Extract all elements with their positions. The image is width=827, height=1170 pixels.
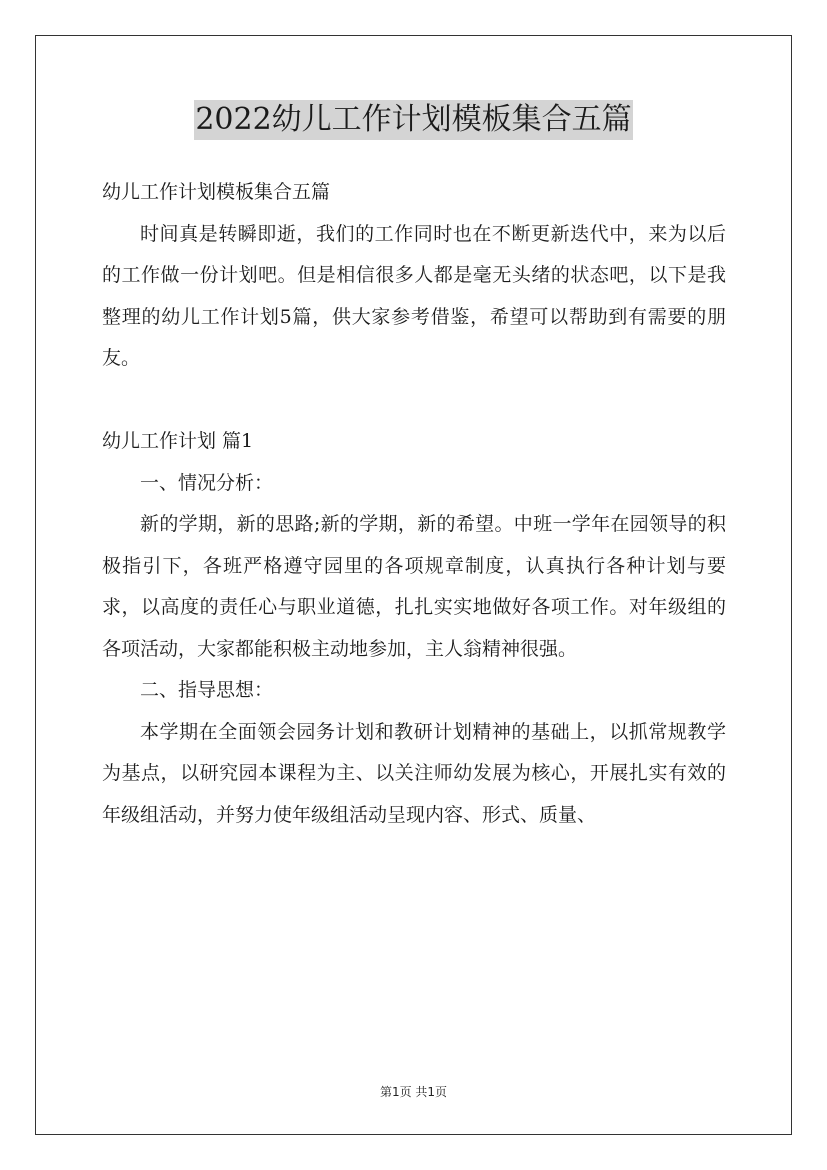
page-number: 第1页 共1页	[379, 1085, 448, 1099]
intro-paragraph: 时间真是转瞬即逝，我们的工作同时也在不断更新迭代中，来为以后的工作做一份计划吧。但是相信很多人都是毫无头绪的状态吧，以下是我整理的幼儿工作计划5篇，供大家参考借鉴，希望可以帮助到有需要的朋友。	[102, 222, 726, 369]
guideline-paragraph: 本学期在全面领会园务计划和教研计划精神的基础上，以抓常规教学为基点，以研究园本课程为主、以关注师幼发展为核心，开展扎实有效的年级组活动，并努力使年级组活动呈现内容、形式、质量、	[102, 720, 726, 826]
part-heading-situation: 一、情况分析：	[140, 471, 274, 494]
situation-paragraph: 新的学期，新的思路;新的学期，新的希望。中班一学年在园领导的积极指引下，各班严格遵守园里的各项规章制度，认真执行各种计划与要求，以高度的责任心与职业道德，扎扎实实地做好各项工作。对年级组的各项活动，大家都能积极主动地参加，主人翁精神很强。	[102, 513, 726, 660]
page-footer	[0, 1083, 827, 1100]
document-subtitle: 幼儿工作计划模板集合五篇	[102, 181, 331, 203]
document-title: 2022幼儿工作计划模板集合五篇	[194, 100, 632, 140]
document-body	[102, 172, 726, 836]
blank-line	[102, 380, 726, 422]
section-heading: 幼儿工作计划 篇1	[102, 430, 254, 452]
part-heading-guideline: 二、指导思想：	[140, 679, 274, 701]
title-container	[0, 100, 827, 140]
